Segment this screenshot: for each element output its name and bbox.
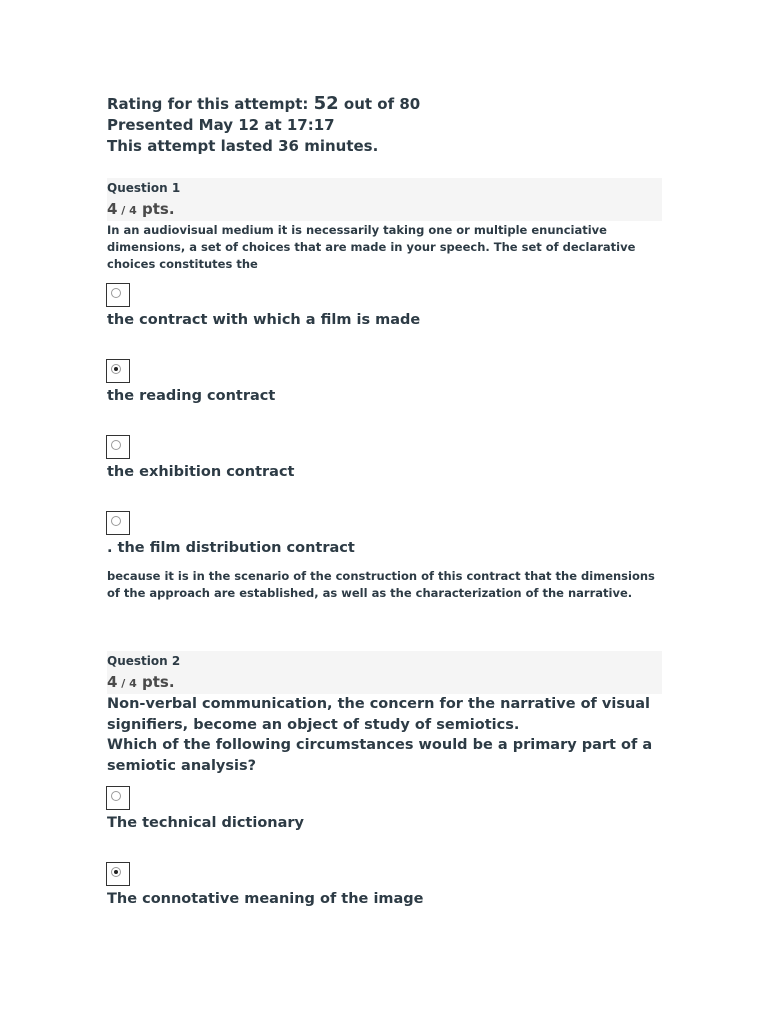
answer-option: the contract with which a film is made	[107, 312, 421, 328]
rating-prefix: Rating for this attempt:	[107, 95, 314, 113]
radio-unselected-icon	[111, 440, 121, 450]
answer-radio-selected[interactable]	[106, 862, 130, 886]
question-points	[107, 673, 175, 691]
question-title: Question 1	[107, 181, 181, 195]
points-max: / 4	[117, 204, 137, 217]
radio-selected-icon	[111, 867, 121, 877]
question-points	[107, 200, 175, 218]
attempt-duration: This attempt lasted 36 minutes.	[107, 137, 379, 155]
radio-unselected-icon	[111, 791, 121, 801]
rating-line	[107, 93, 667, 115]
question-2-text	[107, 694, 667, 776]
answer-option: the reading contract	[107, 388, 276, 404]
question-1-header	[107, 178, 662, 221]
answer-radio[interactable]	[106, 435, 130, 459]
answer-radio-selected[interactable]	[106, 359, 130, 383]
question-title: Question 2	[107, 654, 181, 668]
radio-unselected-icon	[111, 516, 121, 526]
points-score: 4	[107, 673, 118, 691]
rating-suffix: out of 80	[338, 95, 421, 113]
attempt-summary	[107, 93, 667, 157]
points-max: / 4	[117, 677, 137, 690]
question-2-text-line2: Which of the following circumstances would be a primary part of a semiotic analysis?	[107, 737, 653, 774]
answer-option: The connotative meaning of the image	[107, 891, 424, 907]
points-label: pts.	[136, 200, 175, 218]
question-2-header	[107, 651, 662, 694]
points-score: 4	[107, 200, 118, 218]
points-label: pts.	[136, 673, 175, 691]
question-1-feedback: because it is in the scenario of the construction of this contract that the dimensions of the approach are established, as well as the characterization of the narrative.	[107, 569, 655, 600]
question-2-text-line1: Non-verbal communication, the concern for the narrative of visual signifiers, become an object of study of semiotics.	[107, 696, 651, 733]
radio-unselected-icon	[111, 288, 121, 298]
radio-selected-icon	[111, 364, 121, 374]
answer-radio[interactable]	[106, 786, 130, 810]
score-value: 52	[313, 93, 339, 114]
answer-option: the exhibition contract	[107, 464, 295, 480]
answer-radio[interactable]	[106, 511, 130, 535]
answer-option: . the film distribution contract	[107, 540, 355, 556]
question-1-text: In an audiovisual medium it is necessarily taking one or multiple enunciative dimensions, a set of choices that are made in your speech. The set of declarative choices constitutes the	[107, 223, 636, 271]
presented-date: Presented May 12 at 17:17	[107, 116, 335, 134]
answer-radio[interactable]	[106, 283, 130, 307]
answer-option: The technical dictionary	[107, 815, 304, 831]
